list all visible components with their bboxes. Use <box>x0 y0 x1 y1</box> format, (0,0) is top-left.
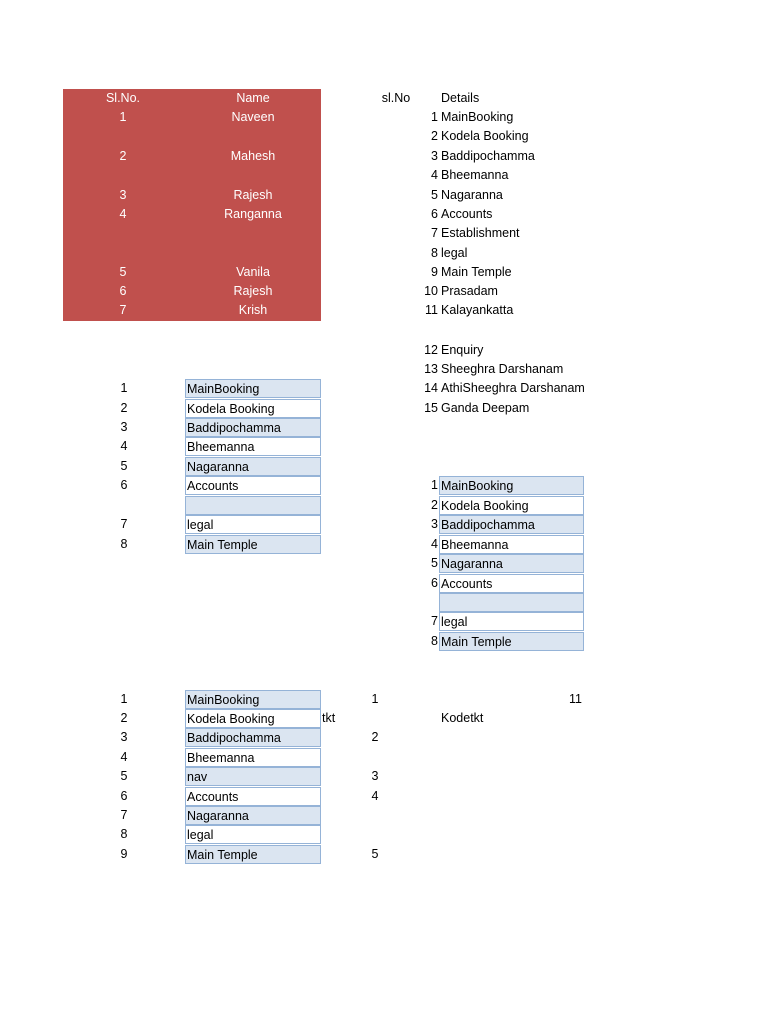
list-b-row-no: 8 <box>431 634 438 648</box>
list-a-row-no: 5 <box>120 459 128 473</box>
side-value: 2 <box>371 730 379 744</box>
details-row-text: AthiSheeghra Darshanam <box>441 381 585 395</box>
list-b-row-no: 2 <box>431 498 438 512</box>
list-b-cell: Nagaranna <box>439 554 584 573</box>
details-row-text: Sheeghra Darshanam <box>441 362 564 376</box>
staff-row-name: Mahesh <box>230 149 276 163</box>
staff-row-no: 4 <box>119 207 127 221</box>
list-a-cell: Bheemanna <box>185 437 321 456</box>
list-b-row-no <box>400 593 438 612</box>
list-c-cell: Accounts <box>185 787 321 806</box>
details-row-no: 9 <box>431 265 438 279</box>
list-c-cell: Baddipochamma <box>185 728 321 747</box>
staff-row-name: Vanila <box>236 265 270 279</box>
list-c-cell: Kodela Booking <box>185 709 321 728</box>
list-b-cell: Bheemanna <box>439 535 584 554</box>
staff-row-name: Naveen <box>231 110 275 124</box>
list-b-cell: Main Temple <box>439 632 584 651</box>
list-c-row-no: 7 <box>120 808 128 822</box>
list-b-row-no: 3 <box>431 517 438 531</box>
details-row-no: 6 <box>431 207 438 221</box>
list-b-cell <box>439 593 584 612</box>
list-c-cell: legal <box>185 825 321 844</box>
list-b-cell: Accounts <box>439 574 584 593</box>
details-row-no: 2 <box>431 129 438 143</box>
list-b-row-no: 1 <box>431 478 438 492</box>
details-row-no: 12 <box>424 343 438 357</box>
list-a-row-no: 3 <box>120 420 128 434</box>
list-a-row-no: 4 <box>120 439 128 453</box>
staff-header-slno: Sl.No. <box>105 91 141 105</box>
list-c-row-no: 3 <box>120 730 128 744</box>
kodetkt-label: Kodetkt <box>441 711 484 725</box>
list-a-row-no <box>104 496 144 515</box>
list-b-cell: MainBooking <box>439 476 584 495</box>
list-a-cell: Baddipochamma <box>185 418 321 437</box>
details-row-no: 1 <box>431 110 438 124</box>
details-row-no: 13 <box>424 362 438 376</box>
list-b-cell: Baddipochamma <box>439 515 584 534</box>
list-a-row-no: 6 <box>120 478 128 492</box>
list-b-row-no: 5 <box>431 556 438 570</box>
side-value: 4 <box>371 789 379 803</box>
list-c-row-no: 6 <box>120 789 128 803</box>
details-row-text: Enquiry <box>441 343 484 357</box>
list-b-row-no: 6 <box>431 576 438 590</box>
list-c-row-no: 4 <box>120 750 128 764</box>
details-row-no: 3 <box>431 149 438 163</box>
details-row-text: Baddipochamma <box>441 149 535 163</box>
staff-row-no: 2 <box>119 149 127 163</box>
details-header-slno: sl.No <box>381 91 411 105</box>
list-a-row-no: 8 <box>120 537 128 551</box>
side-value: 3 <box>371 769 379 783</box>
list-b-row-no: 4 <box>431 537 438 551</box>
staff-row-name: Rajesh <box>233 188 273 202</box>
list-a-row-no: 1 <box>120 381 128 395</box>
details-header-details: Details <box>441 91 480 105</box>
list-a-cell: Main Temple <box>185 535 321 554</box>
staff-row-no: 7 <box>119 303 127 317</box>
list-c-row-no: 1 <box>120 692 128 706</box>
details-row-text: Nagaranna <box>441 188 503 202</box>
extra-number: 11 <box>569 692 582 706</box>
list-c-cell: Nagaranna <box>185 806 321 825</box>
details-row-text: Bheemanna <box>441 168 509 182</box>
staff-row-name: Rajesh <box>233 284 273 298</box>
list-c-cell: Bheemanna <box>185 748 321 767</box>
list-c-row-no: 5 <box>120 769 128 783</box>
staff-header-name: Name <box>236 91 270 105</box>
tkt-label: tkt <box>322 711 336 725</box>
list-a-cell: Accounts <box>185 476 321 495</box>
list-a-cell: Kodela Booking <box>185 399 321 418</box>
list-c-row-no: 2 <box>120 711 128 725</box>
list-a-row-no: 2 <box>120 401 128 415</box>
staff-row-no: 6 <box>119 284 127 298</box>
details-row-no: 8 <box>431 246 438 260</box>
staff-row-no: 5 <box>119 265 127 279</box>
list-a-cell <box>185 496 321 515</box>
details-row-text: MainBooking <box>441 110 514 124</box>
side-value: 1 <box>371 692 379 706</box>
list-c-row-no: 9 <box>120 847 128 861</box>
details-row-no: 15 <box>424 401 438 415</box>
details-row-no: 5 <box>431 188 438 202</box>
details-row-text: Ganda Deepam <box>441 401 530 415</box>
details-row-text: Kodela Booking <box>441 129 529 143</box>
details-row-no: 10 <box>424 284 438 298</box>
list-c-row-no: 8 <box>120 827 128 841</box>
list-b-cell: legal <box>439 612 584 631</box>
details-row-text: Main Temple <box>441 265 512 279</box>
list-a-cell: Nagaranna <box>185 457 321 476</box>
details-row-text: Prasadam <box>441 284 498 298</box>
list-c-cell: nav <box>185 767 321 786</box>
list-c-cell: MainBooking <box>185 690 321 709</box>
details-row-text: Kalayankatta <box>441 303 514 317</box>
details-row-no: 14 <box>424 381 438 395</box>
list-a-row-no: 7 <box>120 517 128 531</box>
staff-row-name: Krish <box>238 303 268 317</box>
side-value: 5 <box>371 847 379 861</box>
details-row-no: 7 <box>431 226 438 240</box>
staff-row-name: Ranganna <box>224 207 282 221</box>
details-row-no: 11 <box>425 303 438 317</box>
details-row-text: Accounts <box>441 207 493 221</box>
details-row-no: 4 <box>431 168 438 182</box>
staff-row-no: 3 <box>119 188 127 202</box>
list-b-cell: Kodela Booking <box>439 496 584 515</box>
list-a-cell: MainBooking <box>185 379 321 398</box>
list-c-cell: Main Temple <box>185 845 321 864</box>
details-row-text: Establishment <box>441 226 520 240</box>
details-row-text: legal <box>441 246 468 260</box>
staff-row-no: 1 <box>119 110 127 124</box>
list-b-row-no: 7 <box>431 614 438 628</box>
list-a-cell: legal <box>185 515 321 534</box>
